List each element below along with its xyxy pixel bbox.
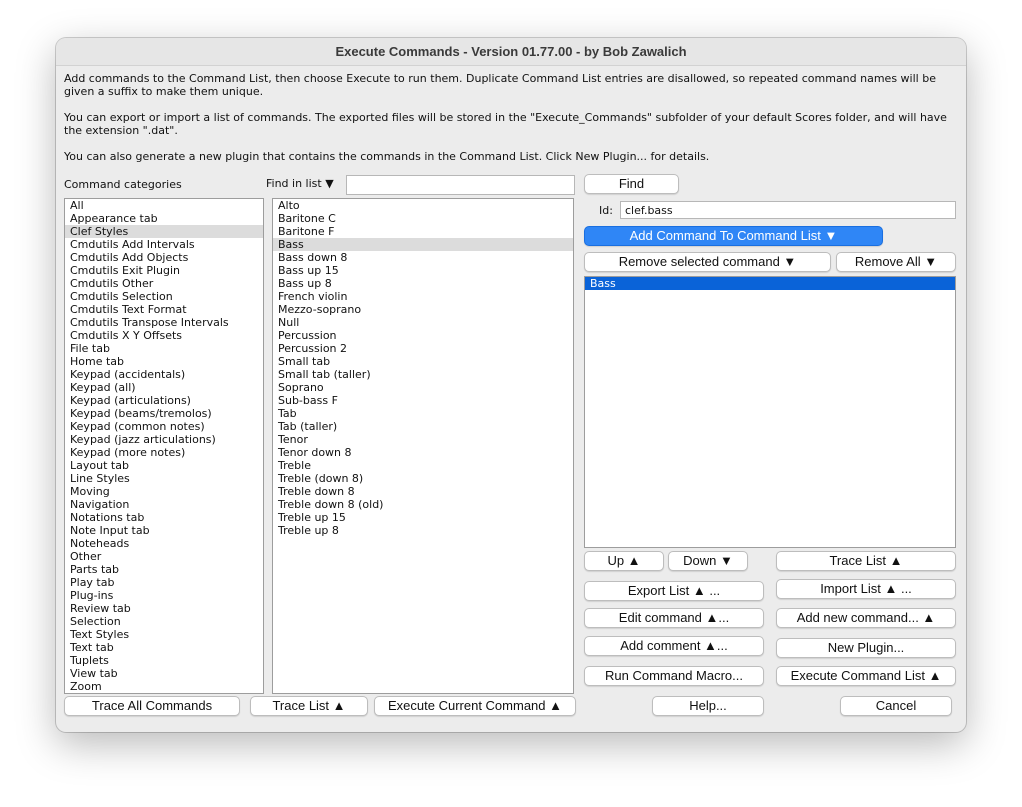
- list-item[interactable]: Sub-bass F: [278, 394, 338, 407]
- list-item[interactable]: View tab: [70, 667, 118, 680]
- list-item[interactable]: Alto: [278, 199, 300, 212]
- list-item[interactable]: Cmdutils Text Format: [70, 303, 187, 316]
- add-command-button[interactable]: Add Command To Command List ▼: [584, 226, 883, 246]
- list-item[interactable]: Bass up 8: [278, 277, 332, 290]
- list-item[interactable]: Soprano: [278, 381, 324, 394]
- list-item[interactable]: Keypad (accidentals): [70, 368, 186, 381]
- list-item[interactable]: Cmdutils Selection: [70, 290, 173, 303]
- list-item[interactable]: Mezzo-soprano: [278, 303, 362, 316]
- list-item[interactable]: Review tab: [70, 602, 131, 615]
- list-item[interactable]: Null: [278, 316, 300, 329]
- commands-list[interactable]: [272, 198, 574, 694]
- down-button[interactable]: Down ▼: [668, 551, 748, 571]
- list-item[interactable]: Baritone C: [278, 212, 336, 225]
- new-plugin-button[interactable]: New Plugin...: [776, 638, 956, 658]
- list-item[interactable]: Plug-ins: [70, 589, 114, 602]
- list-item[interactable]: Bass: [273, 238, 573, 251]
- trace-list-button[interactable]: Trace List ▲: [250, 696, 368, 716]
- intro-paragraph-2: You can export or import a list of commands. The exported files will be stored in the "Execute_Commands" subfolder of your default Scores folder, and will have the extension ".dat".: [64, 111, 947, 137]
- id-field[interactable]: [620, 201, 956, 219]
- execute-command-list-button[interactable]: Execute Command List ▲: [776, 666, 956, 686]
- list-item[interactable]: Text tab: [70, 641, 114, 654]
- find-button[interactable]: Find: [584, 174, 679, 194]
- list-item[interactable]: Cmdutils Other: [70, 277, 154, 290]
- list-item[interactable]: Treble down 8: [278, 485, 355, 498]
- list-item[interactable]: Keypad (more notes): [70, 446, 186, 459]
- trace-all-commands-button[interactable]: Trace All Commands: [64, 696, 240, 716]
- list-item[interactable]: Parts tab: [70, 563, 119, 576]
- execute-commands-dialog: [56, 38, 966, 732]
- list-item[interactable]: Navigation: [70, 498, 130, 511]
- find-in-list-label[interactable]: Find in list ▼: [266, 177, 334, 190]
- list-item[interactable]: Note Input tab: [70, 524, 150, 537]
- list-item[interactable]: Treble: [278, 459, 311, 472]
- intro-paragraph-3: You can also generate a new plugin that contains the commands in the Command List. Click New Plugin... for details.: [64, 150, 710, 163]
- list-item[interactable]: Baritone F: [278, 225, 335, 238]
- list-item[interactable]: Treble up 15: [278, 511, 346, 524]
- intro-paragraph-1: Add commands to the Command List, then choose Execute to run them. Duplicate Command List entries are disallowed, so repeated command names will be given a suffix to make them unique.: [64, 72, 936, 98]
- window-title: Execute Commands - Version 01.77.00 - by Bob Zawalich: [56, 38, 966, 66]
- list-item[interactable]: Cmdutils Transpose Intervals: [70, 316, 229, 329]
- list-item[interactable]: Cmdutils X Y Offsets: [70, 329, 183, 342]
- list-item[interactable]: Cmdutils Add Intervals: [70, 238, 195, 251]
- list-item[interactable]: Bass down 8: [278, 251, 348, 264]
- remove-all-button[interactable]: Remove All ▼: [836, 252, 956, 272]
- add-new-command-button[interactable]: Add new command... ▲: [776, 608, 956, 628]
- categories-list[interactable]: [64, 198, 264, 694]
- list-item[interactable]: Home tab: [70, 355, 125, 368]
- list-item[interactable]: Keypad (jazz articulations): [70, 433, 216, 446]
- command-list[interactable]: [584, 276, 956, 548]
- list-item[interactable]: Small tab: [278, 355, 331, 368]
- list-item[interactable]: Keypad (beams/tremolos): [70, 407, 212, 420]
- up-button[interactable]: Up ▲: [584, 551, 664, 571]
- categories-label: Command categories: [64, 178, 182, 191]
- find-input[interactable]: [346, 175, 575, 195]
- list-item[interactable]: Appearance tab: [70, 212, 158, 225]
- list-item[interactable]: Treble down 8 (old): [278, 498, 384, 511]
- list-item[interactable]: Tab (taller): [278, 420, 338, 433]
- list-item[interactable]: Zoom: [70, 680, 102, 693]
- list-item[interactable]: Text Styles: [70, 628, 130, 641]
- list-item[interactable]: Cmdutils Exit Plugin: [70, 264, 180, 277]
- import-list-button[interactable]: Import List ▲ ...: [776, 579, 956, 599]
- list-item[interactable]: Keypad (all): [70, 381, 136, 394]
- id-label: Id:: [599, 204, 613, 217]
- list-item[interactable]: File tab: [70, 342, 110, 355]
- help-button[interactable]: Help...: [652, 696, 764, 716]
- list-item[interactable]: Clef Styles: [65, 225, 263, 238]
- list-item[interactable]: Layout tab: [70, 459, 129, 472]
- list-item[interactable]: Selection: [70, 615, 121, 628]
- list-item[interactable]: Percussion 2: [278, 342, 348, 355]
- add-comment-button[interactable]: Add comment ▲...: [584, 636, 764, 656]
- list-item[interactable]: Cmdutils Add Objects: [70, 251, 189, 264]
- list-item[interactable]: Play tab: [70, 576, 115, 589]
- cancel-button[interactable]: Cancel: [840, 696, 952, 716]
- list-item[interactable]: Other: [70, 550, 102, 563]
- remove-selected-button[interactable]: Remove selected command ▼: [584, 252, 831, 272]
- run-command-macro-button[interactable]: Run Command Macro...: [584, 666, 764, 686]
- list-item[interactable]: Tenor down 8: [278, 446, 352, 459]
- list-item[interactable]: Small tab (taller): [278, 368, 371, 381]
- execute-current-command-button[interactable]: Execute Current Command ▲: [374, 696, 576, 716]
- list-item[interactable]: Treble up 8: [278, 524, 339, 537]
- list-item[interactable]: Tab: [278, 407, 297, 420]
- list-item[interactable]: Treble (down 8): [278, 472, 364, 485]
- list-item[interactable]: Moving: [70, 485, 110, 498]
- list-item[interactable]: Bass: [585, 277, 955, 290]
- list-item[interactable]: Notations tab: [70, 511, 145, 524]
- export-list-button[interactable]: Export List ▲ ...: [584, 581, 764, 601]
- list-item[interactable]: Bass up 15: [278, 264, 339, 277]
- trace-list-right-button[interactable]: Trace List ▲: [776, 551, 956, 571]
- list-item[interactable]: Keypad (common notes): [70, 420, 205, 433]
- list-item[interactable]: French violin: [278, 290, 348, 303]
- list-item[interactable]: Noteheads: [70, 537, 130, 550]
- list-item[interactable]: Tenor: [278, 433, 308, 446]
- list-item[interactable]: Line Styles: [70, 472, 130, 485]
- list-item[interactable]: Keypad (articulations): [70, 394, 191, 407]
- list-item[interactable]: Percussion: [278, 329, 337, 342]
- edit-command-button[interactable]: Edit command ▲...: [584, 608, 764, 628]
- list-item[interactable]: All: [70, 199, 84, 212]
- list-item[interactable]: Tuplets: [70, 654, 109, 667]
